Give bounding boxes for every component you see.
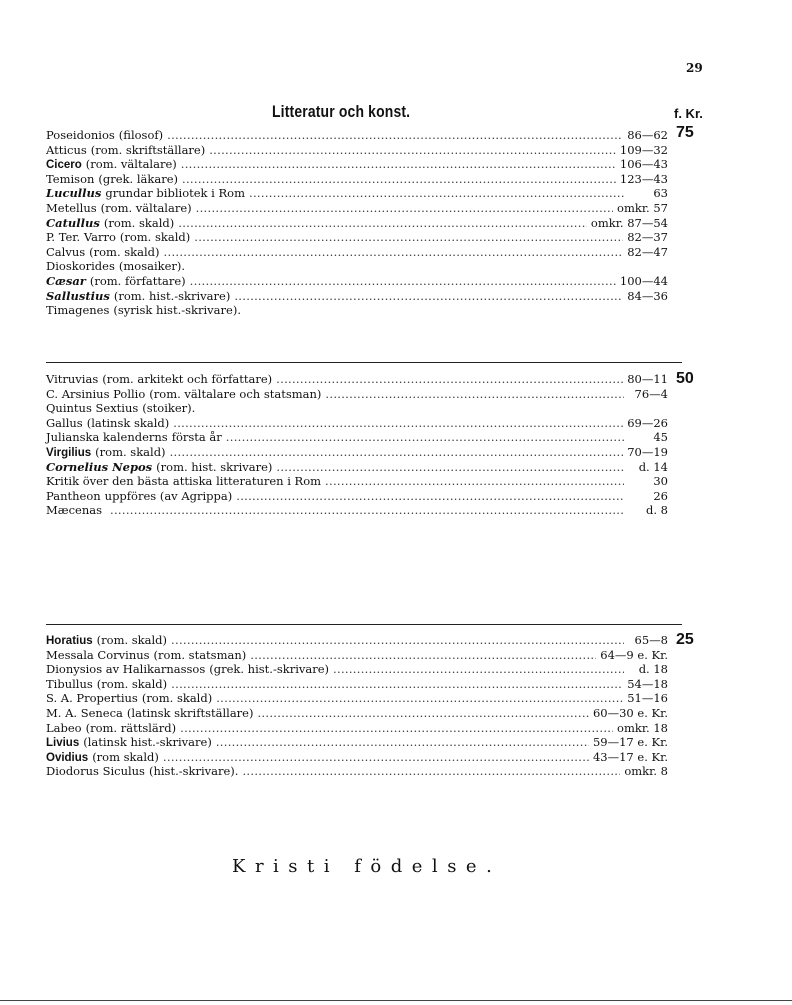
entry-description: (rom. arkitekt och författare) — [102, 372, 273, 386]
entry-name: Diodorus Siculus — [46, 764, 145, 779]
entry-date: 59—17 e. Kr. — [592, 735, 668, 750]
entry-description: (rom. skald) — [96, 676, 168, 691]
list-item — [46, 691, 676, 706]
dot-leader — [276, 460, 624, 475]
list-item — [46, 143, 676, 158]
entry-description: (rom. skald) — [103, 215, 175, 230]
page-number: 29 — [686, 61, 703, 75]
list-item — [46, 503, 676, 518]
entry-date: 60—30 e. Kr. — [592, 705, 668, 720]
section-divider — [46, 362, 682, 363]
entry-name: Mæcenas — [46, 503, 102, 518]
list-item — [46, 245, 676, 260]
entry-date: 70—19 — [627, 444, 668, 459]
list-item — [46, 303, 676, 318]
list-item — [46, 750, 676, 765]
page-bottom-border — [0, 1000, 792, 1001]
entry-date: 26 — [653, 488, 668, 503]
entry-name: Kritik över den bästa — [46, 474, 169, 489]
dot-leader — [209, 143, 616, 158]
entry-name: Julianska kalenderns — [46, 430, 168, 445]
list-item — [46, 216, 676, 231]
dot-leader — [178, 216, 587, 231]
entry-name: Catullus — [46, 215, 100, 230]
list-item — [46, 259, 676, 274]
entry-name: Sallustius — [46, 288, 110, 303]
entry-description: (rom. skald) — [89, 244, 160, 259]
entry-date: 65—8 — [634, 633, 668, 647]
entry-name: S. A. Propertius — [46, 691, 138, 706]
entry-description: (stoiker). — [142, 401, 196, 416]
dot-leader — [164, 245, 624, 260]
dot-leader — [216, 691, 623, 706]
entry-date: 45 — [653, 430, 668, 445]
entry-description: attiska litteraturen i Rom — [172, 474, 322, 489]
entry-date: 51—16 — [627, 691, 668, 706]
dot-leader — [333, 662, 624, 677]
entry-date: 69—26 — [627, 415, 668, 430]
entry-date: 84—36 — [627, 288, 668, 303]
entry-name: Cæsar — [46, 273, 86, 288]
entry-date: d. 8 — [646, 503, 668, 518]
entry-description: (rom. vältalare) — [85, 157, 177, 172]
section-25 — [46, 633, 676, 779]
entry-name: Metellus — [46, 200, 97, 215]
entry-description: (rom. skald) — [141, 691, 213, 706]
list-item — [46, 416, 676, 431]
entry-name: Ovidius — [46, 751, 89, 764]
footer-text: Kristi födelse. — [232, 856, 502, 877]
entry-date: d. 18 — [638, 662, 668, 677]
entry-name: M. A. Seneca — [46, 705, 123, 720]
list-item — [46, 474, 676, 489]
entry-name: Lucullus — [46, 186, 102, 201]
list-item — [46, 677, 676, 692]
dot-leader — [226, 430, 624, 445]
dot-leader — [110, 503, 624, 518]
dot-leader — [249, 186, 624, 201]
list-item — [46, 460, 676, 475]
entry-description: (rom. statsman) — [153, 647, 247, 662]
entry-description: (grek. läkare) — [98, 171, 178, 186]
dot-leader — [276, 372, 623, 387]
dot-leader — [325, 474, 624, 489]
entry-name: Atticus — [46, 142, 87, 157]
dot-leader — [257, 706, 589, 721]
entry-name: Livius — [46, 737, 80, 750]
entry-description: (rom. rättslärd) — [85, 720, 177, 735]
entry-name: Dioskorides — [46, 259, 115, 274]
dot-leader — [171, 677, 623, 692]
dot-leader — [250, 648, 596, 663]
list-item — [46, 721, 676, 736]
entry-description: (rom. hist. skrivare) — [156, 459, 273, 474]
entry-description: (rom. vältalare och statsman) — [149, 386, 322, 401]
entry-name: Tibullus — [46, 676, 93, 691]
dot-leader — [325, 387, 624, 402]
entry-date: 64—9 e. Kr. — [600, 647, 668, 662]
entry-name: Poseidonios — [46, 128, 115, 142]
year-marker-50: 50 — [676, 370, 694, 387]
entry-name: Horatius — [46, 635, 93, 647]
entry-name: P. Ter. Varro — [46, 230, 116, 245]
year-marker-25: 25 — [676, 631, 694, 648]
entry-name: Vitruvias — [46, 372, 99, 386]
section-75 — [46, 128, 676, 318]
entry-date: 109—32 — [619, 142, 668, 157]
entry-date: omkr. 8 — [624, 764, 668, 779]
era-label: f. Kr. — [674, 106, 703, 121]
entry-name: Cornelius Nepos — [46, 459, 153, 474]
entry-date: d. 14 — [638, 459, 668, 474]
year-marker-75: 75 — [676, 124, 694, 141]
list-item — [46, 706, 676, 721]
list-item — [46, 372, 676, 387]
dot-leader — [163, 750, 589, 765]
entry-date: 100—44 — [619, 273, 668, 288]
entry-name: Quintus Sextius — [46, 401, 139, 416]
dot-leader — [182, 172, 616, 187]
list-item — [46, 230, 676, 245]
entry-date: 82—47 — [627, 244, 668, 259]
entry-name: Calvus — [46, 244, 86, 259]
dot-leader — [190, 274, 616, 289]
entry-date: 54—18 — [627, 676, 668, 691]
entry-name: Gallus — [46, 415, 83, 430]
dot-leader — [234, 289, 623, 304]
page-title: Litteratur och konst. — [272, 102, 411, 121]
list-item — [46, 445, 676, 460]
entry-date: omkr. 87—54 — [590, 215, 668, 230]
entry-description: (latinsk skriftställare) — [126, 705, 254, 720]
list-item — [46, 128, 676, 143]
entry-description: (rom. skald) — [119, 230, 191, 245]
list-item — [46, 648, 676, 663]
list-item — [46, 662, 676, 677]
entry-description: uppföres (av Agrippa) — [104, 488, 233, 503]
entry-name: Timagenes — [46, 303, 110, 318]
entry-name: Messala Corvinus — [46, 647, 150, 662]
list-item — [46, 186, 676, 201]
entry-date: omkr. 57 — [617, 200, 668, 215]
entry-date: 86—62 — [627, 128, 668, 142]
dot-leader — [236, 489, 624, 504]
entry-description: (rom. skald) — [95, 444, 166, 459]
entry-description: (latinsk hist.-skrivare) — [83, 735, 212, 750]
entry-description: (rom. författare) — [89, 273, 186, 288]
dot-leader — [173, 416, 623, 431]
dot-leader — [170, 445, 624, 460]
dot-leader — [242, 764, 620, 779]
entry-description: (latinsk skald) — [86, 415, 170, 430]
list-item — [46, 735, 676, 750]
entry-description: grundar bibliotek i Rom — [105, 186, 245, 201]
entry-date: omkr. 18 — [617, 720, 668, 735]
entry-name: C. Arsinius Pollio — [46, 386, 146, 401]
entry-description: (rom skald) — [92, 749, 159, 764]
list-item — [46, 387, 676, 402]
entry-date: 76—4 — [634, 386, 668, 401]
list-item — [46, 633, 676, 648]
list-item — [46, 157, 676, 172]
entry-description: (rom. skriftställare) — [90, 142, 206, 157]
dot-leader — [167, 128, 623, 143]
entry-description: (syrisk hist.-skrivare). — [113, 303, 241, 318]
dot-leader — [171, 633, 624, 648]
entry-description: (hist.-skrivare). — [148, 764, 239, 779]
list-item — [46, 172, 676, 187]
list-item — [46, 430, 676, 445]
dot-leader — [181, 157, 616, 172]
entry-description: (rom. skald) — [96, 633, 168, 647]
list-item — [46, 201, 676, 216]
entry-date: 82—37 — [627, 230, 668, 245]
entry-description: (mosaiker). — [118, 259, 186, 274]
list-item — [46, 401, 676, 416]
entry-description: (filosof) — [118, 128, 164, 142]
entry-description: (grek. hist.-skrivare) — [209, 662, 330, 677]
dot-leader — [180, 721, 613, 736]
entry-description: (rom. vältalare) — [100, 200, 192, 215]
entry-date: 30 — [653, 474, 668, 489]
entry-description: första år — [171, 430, 222, 445]
entry-date: 80—11 — [627, 372, 668, 386]
list-item — [46, 289, 676, 304]
entry-name: Temison — [46, 171, 95, 186]
section-50 — [46, 372, 676, 518]
entry-date: 106—43 — [619, 157, 668, 172]
entry-date: 123—43 — [619, 171, 668, 186]
section-divider — [46, 624, 682, 625]
entry-name: Dionysios av Halikarnassos — [46, 662, 206, 677]
list-item — [46, 764, 676, 779]
entry-description: (rom. hist.-skrivare) — [113, 288, 231, 303]
dot-leader — [194, 230, 623, 245]
entry-name: Virgilius — [46, 446, 92, 459]
dot-leader — [216, 735, 589, 750]
entry-date: 43—17 e. Kr. — [592, 749, 668, 764]
list-item — [46, 274, 676, 289]
list-item — [46, 489, 676, 504]
entry-name: Pantheon — [46, 488, 101, 503]
dot-leader — [196, 201, 613, 216]
entry-name: Labeo — [46, 720, 82, 735]
entry-name: Cicero — [46, 159, 82, 172]
entry-date: 63 — [653, 186, 668, 201]
